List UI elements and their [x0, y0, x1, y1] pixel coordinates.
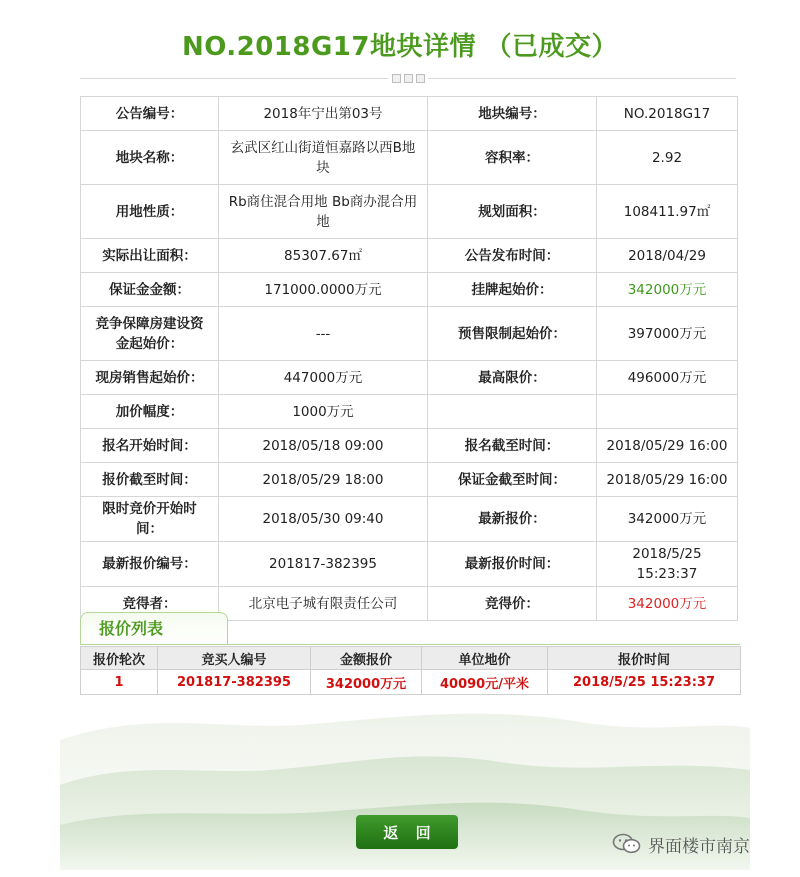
detail-value: 2.92: [597, 131, 738, 185]
detail-value: 447000万元: [219, 361, 428, 395]
page-title: NO.2018G17地块详情 （已成交）: [181, 32, 619, 62]
detail-value: 2018/05/18 09:00: [219, 429, 428, 463]
detail-value: 1000万元: [219, 395, 428, 429]
detail-label: 最新报价编号：: [81, 542, 219, 587]
detail-value: 342000万元: [597, 497, 738, 542]
detail-value: 2018年宁出第03号: [219, 97, 428, 131]
tab-bid-list[interactable]: 报价列表: [80, 612, 228, 644]
detail-label: 实际出让面积：: [81, 239, 219, 273]
return-button[interactable]: 返 回: [356, 815, 458, 849]
detail-value: 玄武区红山街道恒嘉路以西B地块: [219, 131, 428, 185]
detail-row: [81, 361, 738, 395]
watermark: [612, 832, 750, 856]
detail-row: [81, 97, 738, 131]
tab-underline: [80, 644, 740, 645]
detail-row: [81, 273, 738, 307]
starting-price-value: 342000万元: [597, 273, 738, 307]
bid-list-table: [80, 646, 741, 695]
detail-label: 预售限制起始价：: [428, 307, 597, 361]
detail-label: 挂牌起始价：: [428, 273, 597, 307]
detail-label: 报价截至时间：: [81, 463, 219, 497]
detail-row: [81, 463, 738, 497]
detail-value: 496000万元: [597, 361, 738, 395]
column-header: 金额报价: [311, 647, 422, 670]
detail-value: 108411.97㎡: [597, 185, 738, 239]
bid-amount: 342000万元: [311, 670, 422, 695]
column-header: 竞买人编号: [158, 647, 311, 670]
unit-land-price: 40090元/平米: [422, 670, 548, 695]
bid-time: 2018/5/25 15:23:37: [548, 670, 741, 695]
watermark-text: 界面楼市南京: [648, 836, 750, 857]
detail-label: 用地性质：: [81, 185, 219, 239]
detail-label: 容积率：: [428, 131, 597, 185]
detail-value: 171000.0000万元: [219, 273, 428, 307]
detail-label: 公告发布时间：: [428, 239, 597, 273]
detail-row: [81, 429, 738, 463]
detail-label: 保证金金额：: [81, 273, 219, 307]
detail-value: 2018/04/29: [597, 239, 738, 273]
detail-value: 201817-382395: [219, 542, 428, 587]
detail-row: [81, 239, 738, 273]
detail-label: 竞得价：: [428, 587, 597, 621]
detail-row: [81, 185, 738, 239]
bid-round: 1: [81, 670, 158, 695]
detail-label: 报名截至时间：: [428, 429, 597, 463]
detail-value: [597, 395, 738, 429]
detail-label: 最高限价：: [428, 361, 597, 395]
detail-label: 竞争保障房建设资金起始价：: [81, 307, 219, 361]
detail-row: [81, 131, 738, 185]
detail-value: NO.2018G17: [597, 97, 738, 131]
detail-value: ---: [219, 307, 428, 361]
detail-label: 规划面积：: [428, 185, 597, 239]
detail-value: 85307.67㎡: [219, 239, 428, 273]
wechat-icon: [612, 833, 642, 855]
detail-row: [81, 542, 738, 587]
column-header: 报价轮次: [81, 647, 158, 670]
column-header: 单位地价: [422, 647, 548, 670]
winning-price-value: 342000万元: [597, 587, 738, 621]
detail-value: 397000万元: [597, 307, 738, 361]
title-divider-ornament: [388, 73, 428, 84]
detail-label: 报名开始时间：: [81, 429, 219, 463]
detail-label: 地块名称：: [81, 131, 219, 185]
table-row: [81, 670, 741, 695]
detail-value: 2018/05/29 18:00: [219, 463, 428, 497]
detail-label: [428, 395, 597, 429]
bidder-id: 201817-382395: [158, 670, 311, 695]
detail-label: 最新报价：: [428, 497, 597, 542]
detail-label: 现房销售起始价：: [81, 361, 219, 395]
detail-label: 竞得者：: [81, 587, 219, 621]
detail-label: 最新报价时间：: [428, 542, 597, 587]
parcel-detail-table: [80, 96, 738, 621]
detail-label: 地块编号：: [428, 97, 597, 131]
detail-label: 公告编号：: [81, 97, 219, 131]
detail-value: 2018/5/25 15:23:37: [597, 542, 738, 587]
detail-value: Rb商住混合用地 Bb商办混合用地: [219, 185, 428, 239]
detail-row: [81, 307, 738, 361]
detail-value: 2018/05/30 09:40: [219, 497, 428, 542]
detail-label: 加价幅度：: [81, 395, 219, 429]
detail-value: 2018/05/29 16:00: [597, 429, 738, 463]
column-header: 报价时间: [548, 647, 741, 670]
detail-value: 北京电子城有限责任公司: [219, 587, 428, 621]
detail-value: 2018/05/29 16:00: [597, 463, 738, 497]
detail-row: [81, 497, 738, 542]
detail-row: [81, 395, 738, 429]
detail-label: 限时竞价开始时间：: [81, 497, 219, 542]
bid-header-row: [81, 647, 741, 670]
detail-label: 保证金截至时间：: [428, 463, 597, 497]
